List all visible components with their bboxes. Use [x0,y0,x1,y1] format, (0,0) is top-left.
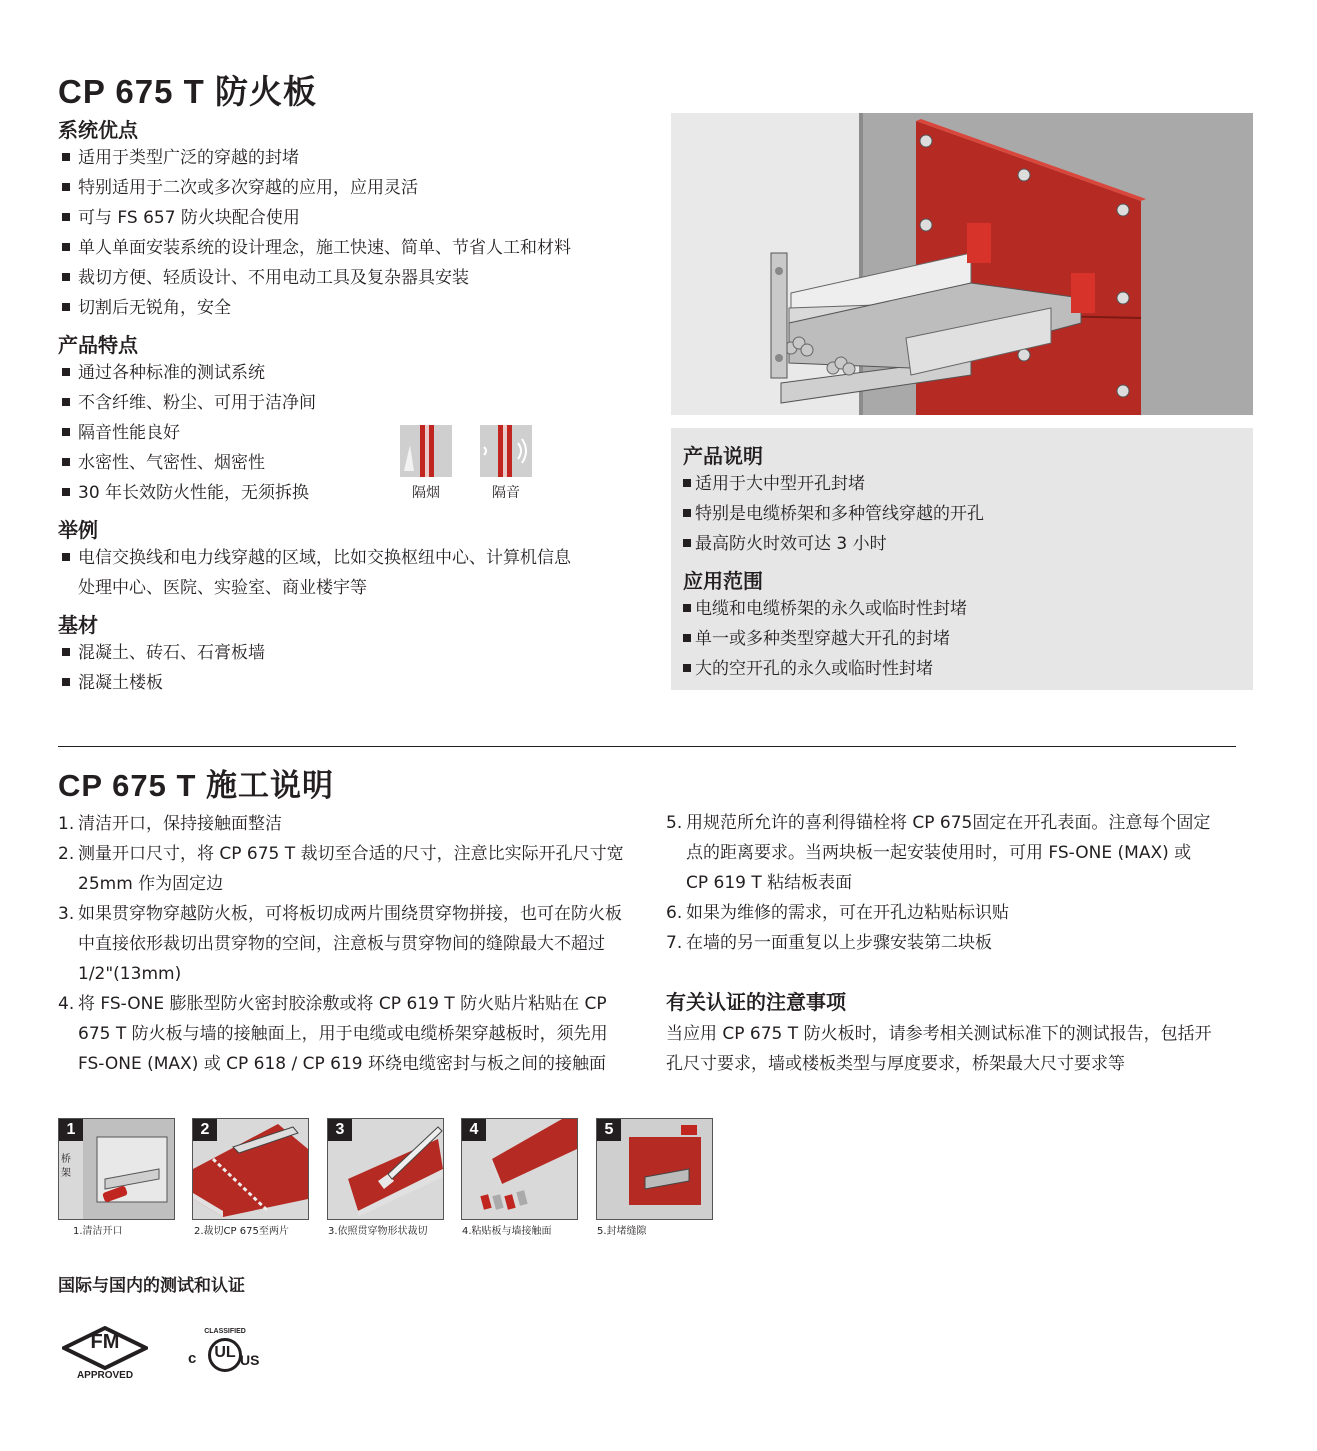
list-item: 通过各种标准的测试系统 [62,358,658,388]
step-image-2: 2 [192,1118,309,1220]
list-item: 适用于类型广泛的穿越的封堵 [62,143,658,173]
install-steps-right [666,808,1214,958]
tests-heading: 国际与国内的测试和认证 [58,1276,245,1296]
list-item: 30 年长效防火性能，无须拆换 [62,478,658,508]
page-title: CP 675 T 防火板 [58,73,317,110]
install-step: 4. 将 FS-ONE 膨胀型防火密封胶涂敷或将 CP 619 T 防火贴片粘贴在 CP 675 T 防火板与墙的接触面上，用于电缆或电缆桥架穿越板时，须先用 FS-ONE (MAX) 或 CP 618 / CP 619 环绕电缆密封与板之间的接触面 [58,994,608,1074]
certification-note-text: 当应用 CP 675 T 防火板时，请参考相关测试标准下的测试报告，包括开孔尺寸要求，墙或楼板类型与厚度要求，桥架最大尺寸要求等 [666,1024,1212,1074]
step-image-3: 3 [327,1118,444,1220]
left-column [58,114,658,698]
sound-seal-label: 隔音 [492,485,520,501]
install-step: 2. 测量开口尺寸，将 CP 675 T 裁切至合适的尺寸，注意比实际开孔尺寸宽 25mm 作为固定边 [58,844,624,894]
install-steps-left [58,809,633,1079]
install-title: CP 675 T 施工说明 [58,768,335,803]
smoke-seal-label: 隔烟 [412,485,440,501]
substrate-heading: 基材 [58,613,98,637]
step-image-4: 4 [461,1118,578,1220]
product-info-panel [671,428,1253,690]
step-image-5: 5 [596,1118,713,1220]
product-illustration [671,113,1253,415]
list-item: 水密性、气密性、烟密性 [62,448,658,478]
list-item: 混凝土、砖石、石膏板墙 [62,638,658,668]
install-step: 6. 如果为维修的需求，可在开孔边粘贴标识贴 [666,903,1009,923]
step-caption: 3.依照贯穿物形状裁切 [328,1226,428,1237]
step-side-label: 桥架 [61,1154,71,1179]
install-step: 5. 用规范所允许的喜利得锚栓将 CP 675固定在开孔表面。注意每个固定点的距离要求。当两块板一起安装使用时，可用 FS-ONE (MAX) 或 CP 619 T 粘结板表面 [666,813,1211,893]
section-divider [58,746,1236,747]
certification-note [666,986,1218,1079]
step-image-1: 1 桥架 [58,1118,175,1220]
list-item: 不含纤维、粉尘、可用于洁净间 [62,388,658,418]
list-item-continued: 处理中心、医院、实验室、商业楼宇等 [78,578,367,598]
list-item: 混凝土楼板 [62,668,658,698]
step-caption: 1.清洁开口 [73,1226,123,1237]
ul-classified-logo: CLASSIFIED UL c US [186,1328,262,1380]
list-item: 特别适用于二次或多次穿越的应用，应用灵活 [62,173,658,203]
list-item: 适用于大中型开孔封堵 [683,469,984,499]
install-step: 7. 在墙的另一面重复以上步骤安装第二块板 [666,933,992,953]
sound-seal-icon [480,425,532,477]
list-item: 单人单面安装系统的设计理念，施工快速、简单、节省人工和材料 [62,233,658,263]
fm-approved-logo: FM APPROVED [62,1326,148,1384]
list-item: 切割后无锐角，安全 [62,293,658,323]
install-step: 1. 清洁开口，保持接触面整洁 [58,814,282,834]
list-item: 单一或多种类型穿越大开孔的封堵 [683,624,984,654]
list-item: 可与 FS 657 防火块配合使用 [62,203,658,233]
step-caption: 4.粘贴板与墙接触面 [462,1226,552,1237]
list-item: 裁切方便、轻质设计、不用电动工具及复杂器具安装 [62,263,658,293]
list-item: 大的空开孔的永久或临时性封堵 [683,654,984,684]
certification-note-heading: 有关认证的注意事项 [666,990,846,1014]
features-heading: 产品特点 [58,333,138,357]
step-caption: 2.裁切CP 675至两片 [194,1226,289,1237]
list-item: 最高防火时效可达 3 小时 [683,529,984,559]
smoke-seal-icon [400,425,452,477]
advantages-heading: 系统优点 [58,118,138,142]
list-item: 隔音性能良好 [62,418,658,448]
product-desc-heading: 产品说明 [683,444,763,468]
list-item: 电信交换线和电力线穿越的区域，比如交换枢纽中心、计算机信息 [62,543,658,573]
list-item: 特别是电缆桥架和多种管线穿越的开孔 [683,499,984,529]
list-item: 电缆和电缆桥架的永久或临时性封堵 [683,594,984,624]
step-caption: 5.封堵缝隙 [597,1226,647,1237]
examples-heading: 举例 [58,518,98,542]
install-step: 3. 如果贯穿物穿越防火板，可将板切成两片围绕贯穿物拼接，也可在防火板中直接依形裁切出贯穿物的空间，注意板与贯穿物间的缝隙最大不超过 1/2"(13mm) [58,904,622,984]
application-heading: 应用范围 [683,569,763,593]
